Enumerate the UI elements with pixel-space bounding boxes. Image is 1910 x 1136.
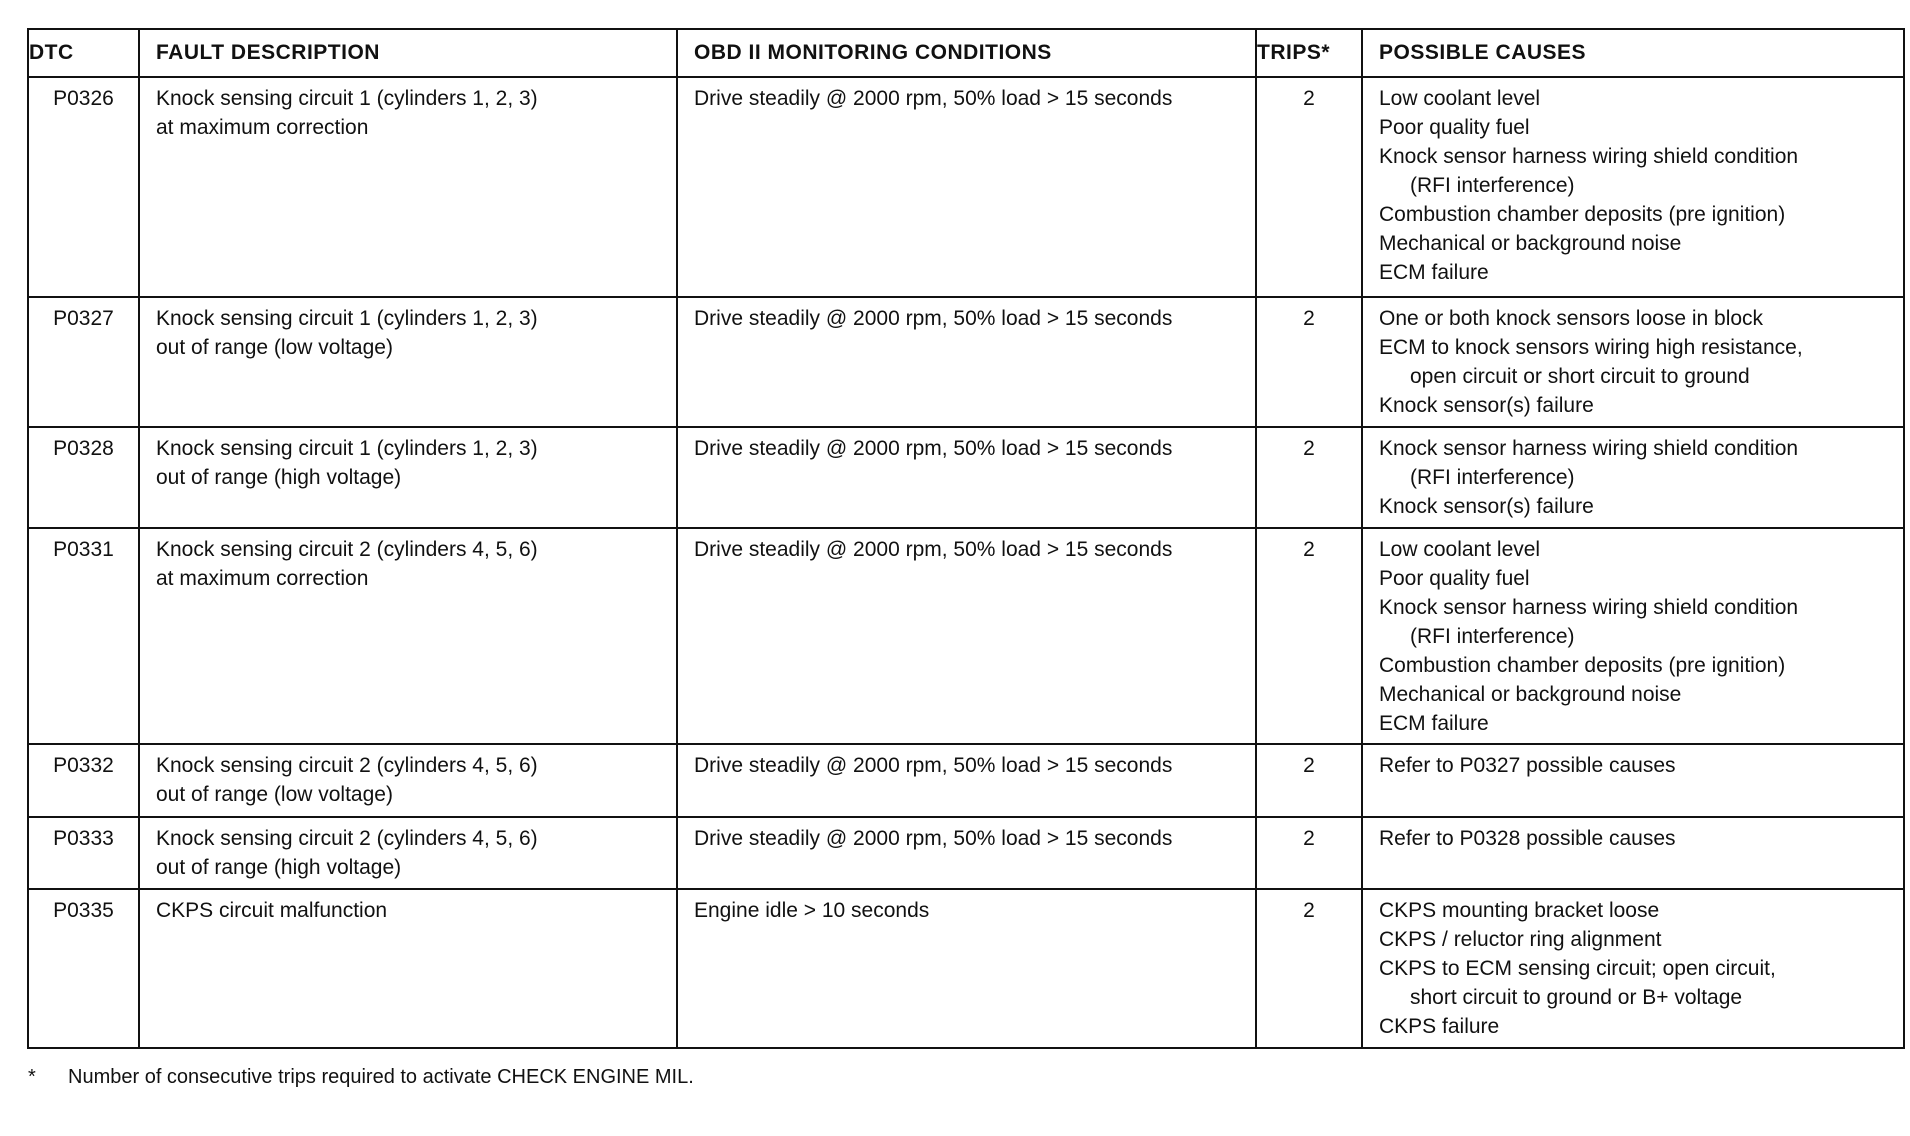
dtc-cell: P0326 (28, 77, 139, 297)
table-row (28, 889, 1904, 1048)
fault-line: at maximum correction (156, 116, 369, 139)
cause-line: Combustion chamber deposits (pre ignition) (1379, 654, 1786, 677)
table-row (28, 744, 1904, 817)
fault-line: Knock sensing circuit 1 (cylinders 1, 2, 3) (156, 87, 538, 110)
cause-continuation: open circuit or short circuit to ground (1410, 365, 1750, 388)
header-possible-causes: POSSIBLE CAUSES (1362, 29, 1904, 77)
cause-line: Low coolant level (1379, 87, 1541, 110)
cause-line: Mechanical or background noise (1379, 232, 1682, 255)
table-row (28, 427, 1904, 528)
causes-cell (1362, 297, 1904, 427)
dtc-cell: P0333 (28, 817, 139, 889)
dtc-cell: P0328 (28, 427, 139, 528)
cause-line: ECM failure (1379, 712, 1489, 735)
table-row (28, 297, 1904, 427)
trips-cell: 2 (1256, 427, 1362, 528)
causes-cell (1362, 889, 1904, 1048)
fault-line: out of range (high voltage) (156, 466, 402, 489)
conditions-cell: Drive steadily @ 2000 rpm, 50% load > 15 seconds (677, 297, 1256, 427)
fault-cell (139, 744, 677, 817)
table-row (28, 528, 1904, 744)
cause-line: CKPS / reluctor ring alignment (1379, 928, 1662, 951)
trips-cell: 2 (1256, 77, 1362, 297)
dtc-cell: P0332 (28, 744, 139, 817)
fault-cell (139, 297, 677, 427)
trips-cell: 2 (1256, 817, 1362, 889)
fault-line: at maximum correction (156, 567, 369, 590)
cause-line: Mechanical or background noise (1379, 683, 1682, 706)
cause-line: Knock sensor(s) failure (1379, 495, 1594, 518)
fault-line: Knock sensing circuit 2 (cylinders 4, 5, 6) (156, 827, 538, 850)
dtc-table (27, 28, 1905, 1049)
conditions-cell: Drive steadily @ 2000 rpm, 50% load > 15 seconds (677, 528, 1256, 744)
fault-line: Knock sensing circuit 1 (cylinders 1, 2, 3) (156, 307, 538, 330)
fault-cell (139, 427, 677, 528)
table-body (28, 77, 1904, 1048)
header-dtc: DTC (28, 29, 139, 77)
conditions-cell: Drive steadily @ 2000 rpm, 50% load > 15 seconds (677, 817, 1256, 889)
header-fault-description: FAULT DESCRIPTION (139, 29, 677, 77)
trips-cell: 2 (1256, 889, 1362, 1048)
trips-cell: 2 (1256, 744, 1362, 817)
cause-line: ECM to knock sensors wiring high resistance, (1379, 336, 1803, 359)
cause-continuation: (RFI interference) (1410, 174, 1575, 197)
fault-line: out of range (low voltage) (156, 336, 393, 359)
cause-line: ECM failure (1379, 261, 1489, 284)
causes-cell (1362, 77, 1904, 297)
cause-continuation: (RFI interference) (1410, 466, 1575, 489)
fault-cell (139, 77, 677, 297)
fault-line: Knock sensing circuit 2 (cylinders 4, 5, 6) (156, 754, 538, 777)
dtc-cell: P0327 (28, 297, 139, 427)
conditions-cell: Drive steadily @ 2000 rpm, 50% load > 15 seconds (677, 427, 1256, 528)
fault-line: CKPS circuit malfunction (156, 899, 388, 922)
cause-line: Refer to P0328 possible causes (1379, 827, 1676, 850)
fault-line: out of range (high voltage) (156, 856, 402, 879)
header-monitoring-conditions: OBD II MONITORING CONDITIONS (677, 29, 1256, 77)
footnote (28, 1066, 694, 1089)
footnote-text: Number of consecutive trips required to activate CHECK ENGINE MIL. (68, 1066, 694, 1088)
fault-cell (139, 817, 677, 889)
cause-continuation: (RFI interference) (1410, 625, 1575, 648)
conditions-cell: Engine idle > 10 seconds (677, 889, 1256, 1048)
cause-line: Knock sensor harness wiring shield condition (1379, 596, 1799, 619)
cause-line: One or both knock sensors loose in block (1379, 307, 1764, 330)
cause-continuation: short circuit to ground or B+ voltage (1410, 986, 1743, 1009)
cause-line: CKPS failure (1379, 1015, 1500, 1038)
causes-cell (1362, 427, 1904, 528)
trips-cell: 2 (1256, 528, 1362, 744)
conditions-cell: Drive steadily @ 2000 rpm, 50% load > 15 seconds (677, 77, 1256, 297)
conditions-cell: Drive steadily @ 2000 rpm, 50% load > 15 seconds (677, 744, 1256, 817)
table-header-row (28, 29, 1904, 77)
cause-line: CKPS to ECM sensing circuit; open circuit, (1379, 957, 1776, 980)
trips-cell: 2 (1256, 297, 1362, 427)
causes-cell (1362, 528, 1904, 744)
fault-line: Knock sensing circuit 1 (cylinders 1, 2, 3) (156, 437, 538, 460)
table-row (28, 817, 1904, 889)
fault-cell (139, 889, 677, 1048)
cause-line: CKPS mounting bracket loose (1379, 899, 1660, 922)
table-row (28, 77, 1904, 297)
cause-line: Refer to P0327 possible causes (1379, 754, 1676, 777)
cause-line: Poor quality fuel (1379, 567, 1530, 590)
fault-cell (139, 528, 677, 744)
dtc-cell: P0331 (28, 528, 139, 744)
causes-cell (1362, 817, 1904, 889)
dtc-cell: P0335 (28, 889, 139, 1048)
header-trips: TRIPS* (1256, 29, 1362, 77)
fault-line: Knock sensing circuit 2 (cylinders 4, 5, 6) (156, 538, 538, 561)
footnote-asterisk: * (28, 1066, 36, 1088)
cause-line: Low coolant level (1379, 538, 1541, 561)
cause-line: Knock sensor harness wiring shield condition (1379, 145, 1799, 168)
fault-line: out of range (low voltage) (156, 783, 393, 806)
cause-line: Knock sensor harness wiring shield condition (1379, 437, 1799, 460)
causes-cell (1362, 744, 1904, 817)
cause-line: Combustion chamber deposits (pre ignition) (1379, 203, 1786, 226)
cause-line: Knock sensor(s) failure (1379, 394, 1594, 417)
cause-line: Poor quality fuel (1379, 116, 1530, 139)
